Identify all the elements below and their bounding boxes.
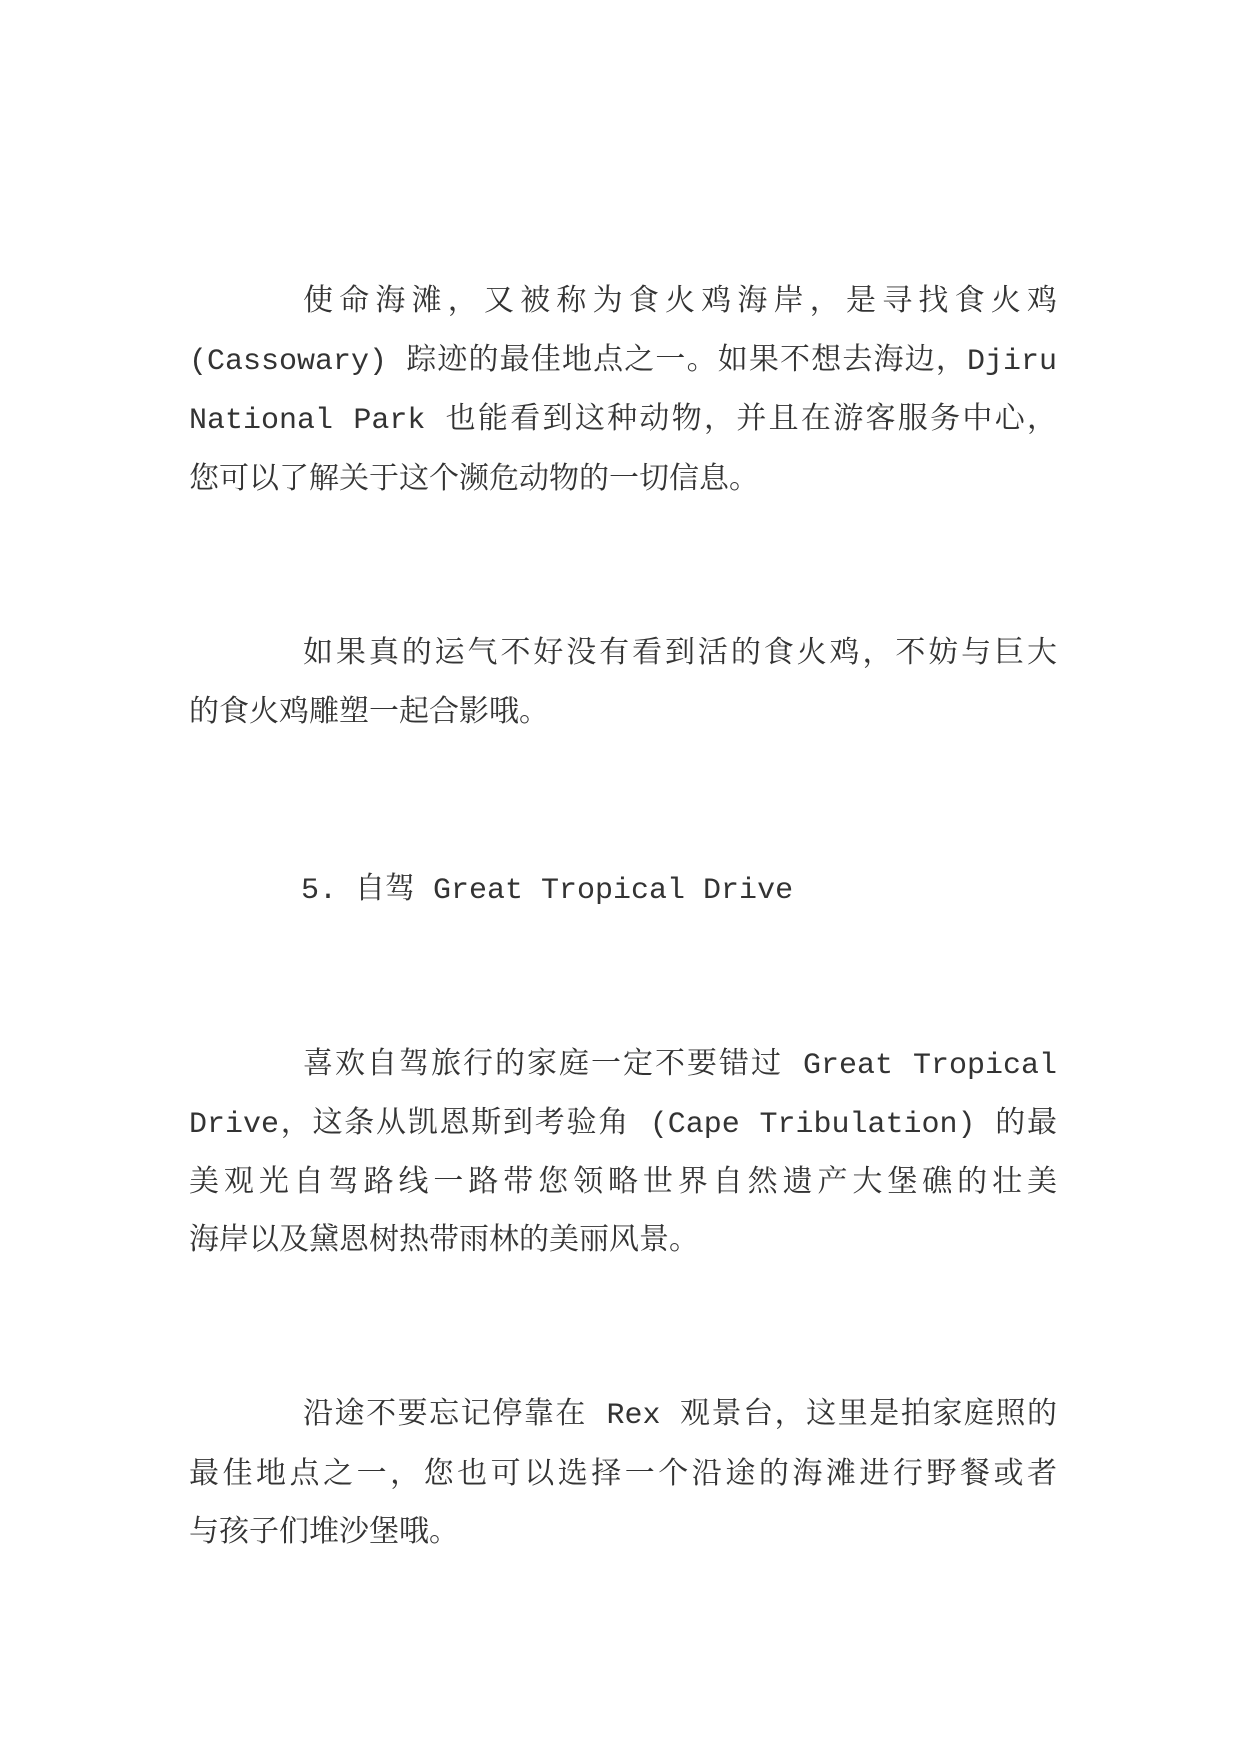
paragraph-line: 最佳地点之一，您也可以选择一个沿途的海滩进行野餐或者 [189, 1459, 1057, 1493]
paragraph-line: 美观光自驾路线一路带您领略世界自然遗产大堡礁的壮美 [189, 1167, 1057, 1201]
paragraph-line: (Cassowary) 踪迹的最佳地点之一。如果不想去海边，Djiru [189, 345, 1057, 379]
section-heading: 5. 自驾 Great Tropical Drive [301, 874, 794, 908]
paragraph-line: 使命海滩，又被称为食火鸡海岸，是寻找食火鸡 [303, 286, 1057, 320]
paragraph-line: 您可以了解关于这个濒危动物的一切信息。 [189, 464, 759, 498]
paragraph-line: 与孩子们堆沙堡哦。 [189, 1517, 459, 1551]
paragraph-line: 海岸以及黛恩树热带雨林的美丽风景。 [189, 1225, 699, 1259]
paragraph-line: 沿途不要忘记停靠在 Rex 观景台，这里是拍家庭照的 [303, 1399, 1057, 1433]
paragraph-line: National Park 也能看到这种动物，并且在游客服务中心， [189, 404, 1057, 438]
paragraph-line: 如果真的运气不好没有看到活的食火鸡，不妨与巨大 [303, 638, 1057, 672]
paragraph-line: 的食火鸡雕塑一起合影哦。 [189, 697, 549, 731]
paragraph-line: Drive，这条从凯恩斯到考验角 (Cape Tribulation) 的最 [189, 1108, 1057, 1142]
paragraph-line: 喜欢自驾旅行的家庭一定不要错过 Great Tropical [303, 1049, 1057, 1083]
